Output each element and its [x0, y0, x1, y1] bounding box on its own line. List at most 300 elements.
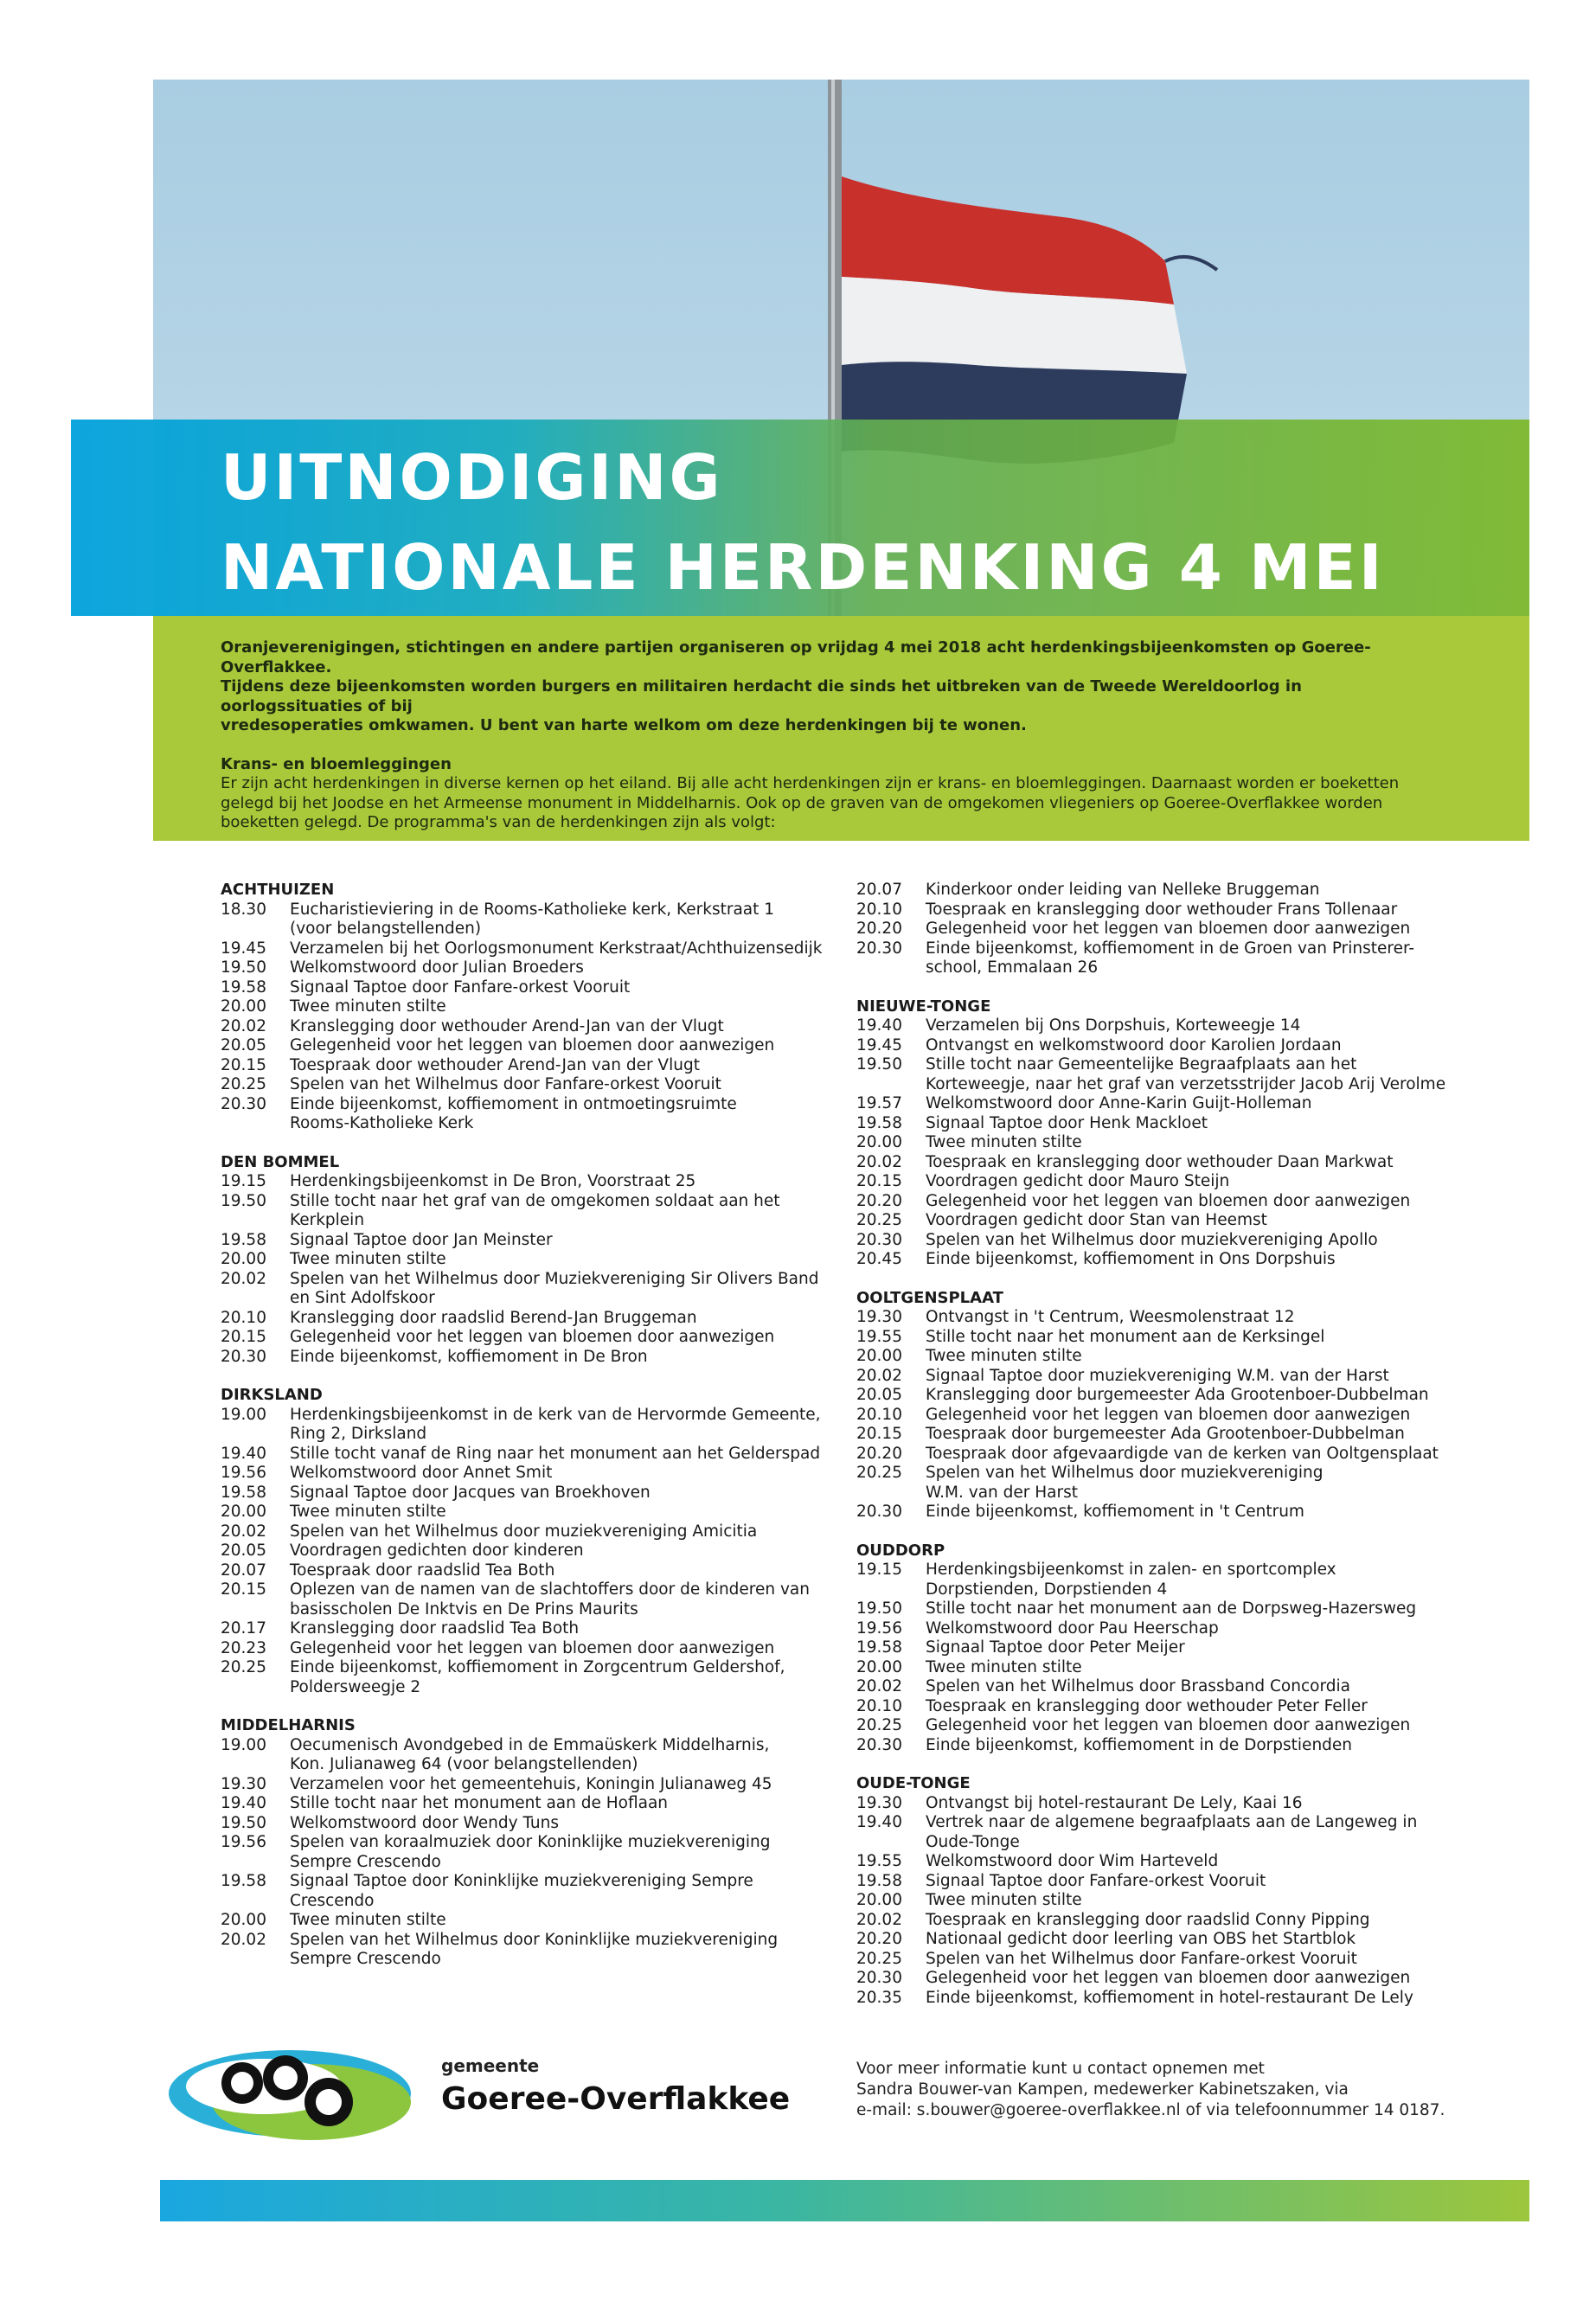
program-time: 20.30: [856, 1735, 902, 1754]
program-activity: Welkomstwoord door Wendy Tuns: [290, 1813, 560, 1832]
intro-line: vredesoperaties omkwamen. U bent van harte welkom om deze herdenkingen bij te wonen.: [221, 716, 1027, 734]
program-row: [856, 1658, 1479, 1678]
program-time: 19.30: [856, 1793, 902, 1812]
program-activity: Spelen van het Wilhelmus door muziekvereniging Amicitia: [290, 1522, 758, 1541]
program-time: 20.02: [856, 1366, 902, 1385]
program-activity: Voordragen gedicht door Mauro Steijn: [926, 1172, 1230, 1190]
program-section: [221, 1716, 843, 1970]
program-time: 18.30: [221, 900, 266, 919]
program-row: [221, 1289, 843, 1309]
program-time: 20.20: [856, 1930, 902, 1948]
program-activity: en Sint Adolfskoor: [290, 1289, 435, 1307]
program-activity: Spelen van het Wilhelmus door Fanfare-orkest Vooruit: [290, 1075, 721, 1093]
program-row: [856, 1425, 1479, 1445]
program-row: [221, 1853, 843, 1873]
program-section: [856, 1289, 1479, 1522]
program-row: [221, 1075, 843, 1095]
program-activity: Kranslegging door burgemeester Ada Grootenboer-Dubbelman: [926, 1386, 1429, 1404]
program-activity: Signaal Taptoe door Fanfare-orkest Vooruit: [290, 977, 631, 997]
program-row: [221, 1484, 843, 1503]
program-activity: Spelen van het Wilhelmus door Brassband Concordia: [926, 1677, 1350, 1695]
intro-line: gelegd bij het Joodse en het Armeense monument in Middelharnis. Ook op de graven van de omgekomen vliegeniers op Goeree-Overflakkee worden: [221, 793, 1383, 812]
program-time: [221, 1289, 290, 1309]
program-activity: Stille tocht naar het monument aan de Kerksingel: [926, 1327, 1325, 1346]
intro-line: Tijdens deze bijeenkomsten worden burgers en militairen herdacht die sinds het uitbreken van de Tweede Wereldoorlog in oorlogssituaties of bij: [221, 677, 1302, 715]
program-activity: Oplezen van de namen van de slachtoffers door de kinderen van: [290, 1580, 810, 1599]
program-row: [856, 1580, 1479, 1600]
program-activity: Kon. Julianaweg 64 (voor belangstellenden): [290, 1755, 638, 1773]
program-row: [856, 1619, 1479, 1639]
program-activity: Welkomstwoord door Anne-Karin Guijt-Holleman: [926, 1094, 1312, 1112]
program-row: [856, 1599, 1479, 1619]
program-row: [221, 1755, 843, 1775]
program-activity: Toespraak door wethouder Arend-Jan van der Vlugt: [290, 1055, 700, 1074]
program-activity: Spelen van het Wilhelmus door Koninklijke muziekvereniging: [290, 1930, 779, 1949]
program-row: [856, 1231, 1479, 1251]
program-time: 19.40: [221, 1444, 266, 1463]
contact-line: Sandra Bouwer-van Kampen, medewerker Kabinetszaken, via: [856, 2080, 1349, 2099]
program-time: 20.02: [221, 1930, 266, 1949]
brand-name: Goeree-Overflakkee: [441, 2081, 791, 2117]
program-time: 20.02: [221, 1269, 266, 1288]
program-row: [221, 1192, 843, 1212]
program-row: [856, 1989, 1479, 2009]
section-title: MIDDELHARNIS: [221, 1716, 356, 1734]
program-time: 19.56: [221, 1464, 266, 1482]
program-row: [221, 1114, 843, 1134]
program-row: [856, 1736, 1479, 1756]
program-time: [221, 1114, 290, 1134]
contact-line: e-mail: s.bouwer@goeree-overflakkee.nl of via telefoonnummer 14 0187.: [856, 2101, 1445, 2119]
program-time: 20.02: [856, 1152, 902, 1171]
program-row: [221, 1036, 843, 1056]
program-activity: Signaal Taptoe door Jacques van Broekhoven: [290, 1483, 651, 1502]
program-activity: Signaal Taptoe door Peter Meijer: [926, 1638, 1185, 1657]
program-time: [221, 1211, 290, 1231]
program-time: [221, 1425, 290, 1445]
program-activity: Einde bijeenkomst, koffiemoment in hotel-restaurant De Lely: [926, 1988, 1413, 2007]
intro-line: Oranjeverenigingen, stichtingen en andere partijen organiseren op vrijdag 4 mei 2018 acht herdenkingsbijeenkomsten op Goeree-Overflakkee.: [221, 638, 1371, 676]
program-row: [856, 1950, 1479, 1970]
program-activity: Signaal Taptoe door Jan Meinster: [290, 1230, 553, 1249]
program-row: [856, 1133, 1479, 1153]
program-activity: Stille tocht naar het graf van de omgekomen soldaat aan het: [290, 1191, 780, 1210]
program-row: [221, 1580, 843, 1600]
program-time: [856, 958, 926, 978]
program-time: 19.58: [856, 1871, 902, 1890]
program-activity: Einde bijeenkomst, koffiemoment in De Bron: [290, 1347, 648, 1366]
program-activity: Signaal Taptoe door Koninklijke muziekvereniging Sempre: [290, 1872, 753, 1890]
program-row: [221, 920, 843, 939]
program-row: [221, 1211, 843, 1231]
program-activity: Toespraak door afgevaardigde van de kerken van Ooltgensplaat: [926, 1444, 1439, 1463]
program-time: 19.45: [221, 939, 266, 958]
program-row: [856, 1016, 1479, 1036]
program-activity: Welkomstwoord door Wim Harteveld: [926, 1852, 1219, 1870]
program-time: [221, 1950, 290, 1970]
program-time: 20.07: [856, 881, 902, 899]
program-row: [856, 1172, 1479, 1192]
program-time: 20.25: [221, 1075, 266, 1093]
program-activity: Gelegenheid voor het leggen van bloemen door aanwezigen: [926, 1969, 1411, 1987]
program-row: [221, 1172, 843, 1192]
municipality-brand: [441, 2055, 790, 2117]
page-title: [221, 433, 1518, 612]
program-time: 20.25: [856, 1464, 902, 1482]
program-row: [856, 1852, 1479, 1872]
program-row: [221, 1833, 843, 1853]
program-activity: basisscholen De Inktvis en De Prins Maurits: [290, 1599, 638, 1618]
program-row: [221, 1911, 843, 1931]
program-row: [221, 1541, 843, 1561]
program-row: [856, 1075, 1479, 1095]
program-activity: Korteweegje, naar het graf van verzetsstrijder Jacob Arij Verolme: [926, 1074, 1446, 1093]
program-row: [221, 1892, 843, 1912]
program-activity: Twee minuten stilte: [290, 1250, 446, 1268]
program-row: [856, 1891, 1479, 1911]
program-row: [856, 1697, 1479, 1717]
program-activity: Einde bijeenkomst, koffiemoment in 't Centrum: [926, 1503, 1304, 1521]
program-time: 19.56: [221, 1833, 266, 1851]
program-time: 20.25: [856, 1211, 902, 1229]
program-time: 20.25: [856, 1716, 902, 1734]
program-activity: Twee minuten stilte: [926, 1133, 1082, 1151]
program-activity: Signaal Taptoe door Henk Mackloet: [926, 1113, 1208, 1132]
program-activity: Vertrek naar de algemene begraafplaats aan de Langeweg in: [926, 1813, 1418, 1831]
program-time: 19.55: [856, 1327, 902, 1346]
program-row: [221, 901, 843, 920]
program-activity: Kranslegging door raadslid Berend-Jan Bruggeman: [290, 1308, 697, 1327]
program-activity: Toespraak en kranslegging door wethouder Peter Feller: [926, 1696, 1368, 1715]
program-activity: Ontvangst in 't Centrum, Weesmolenstraat 12: [926, 1308, 1295, 1326]
program-time: 20.15: [221, 1055, 266, 1074]
program-row: [221, 1522, 843, 1542]
program-time: 19.50: [221, 1813, 266, 1832]
program-row: [856, 1445, 1479, 1465]
program-activity: Herdenkingsbijeenkomst in De Bron, Voorstraat 25: [290, 1172, 696, 1190]
section-title: OUDE-TONGE: [856, 1774, 971, 1792]
program-row: [856, 1794, 1479, 1814]
program-time: 20.20: [856, 1191, 902, 1210]
program-activity: Toespraak en kranslegging door raadslid Conny Pipping: [926, 1910, 1370, 1929]
program-row: [856, 1677, 1479, 1697]
program-row: [221, 1095, 843, 1115]
program-row: [221, 1425, 843, 1445]
program-time: 20.15: [221, 1328, 266, 1346]
program-time: 20.30: [856, 1230, 902, 1249]
program-row: [221, 978, 843, 998]
program-time: 20.10: [856, 1405, 902, 1424]
program-activity: Einde bijeenkomst, koffiemoment in de Dorpstienden: [926, 1735, 1353, 1754]
program-section: [221, 1386, 843, 1697]
program-time: 19.50: [221, 958, 266, 977]
program-row: [221, 1600, 843, 1620]
program-time: [221, 920, 290, 939]
program-activity: Toespraak door burgemeester Ada Grootenboer-Dubbelman: [926, 1425, 1405, 1443]
program-time: 20.15: [856, 1425, 902, 1443]
program-row: [856, 1638, 1479, 1658]
program-time: 20.00: [221, 1911, 266, 1929]
program-time: 20.30: [856, 939, 902, 958]
program-activity: Verzamelen bij Ons Dorpshuis, Korteweegje 14: [926, 1016, 1301, 1035]
program-time: 20.02: [856, 1910, 902, 1929]
program-time: 19.45: [856, 1035, 902, 1054]
program-row: [221, 1503, 843, 1522]
program-time: 20.00: [221, 1250, 266, 1268]
program-time: 20.45: [856, 1250, 902, 1268]
program-row: [856, 1930, 1479, 1950]
program-activity: Voordragen gedicht door Stan van Heemst: [926, 1211, 1267, 1229]
program-row: [856, 881, 1479, 901]
section-title: OOLTGENSPLAAT: [856, 1288, 1003, 1307]
program-row: [856, 1969, 1479, 1989]
program-activity: Spelen van het Wilhelmus door Muziekvereniging Sir Olivers Band: [290, 1269, 819, 1288]
program-time: 20.15: [221, 1580, 266, 1599]
program-activity: Kinderkoor onder leiding van Nelleke Bruggeman: [926, 881, 1320, 899]
program-activity: Spelen van koraalmuziek door Koninklijke muziekvereniging: [290, 1833, 771, 1851]
program-time: 19.56: [856, 1618, 902, 1638]
program-activity: Sempre Crescendo: [290, 1950, 441, 1968]
program-row: [856, 1308, 1479, 1328]
program-row: [856, 1114, 1479, 1134]
program-time: [856, 1833, 926, 1853]
program-row: [221, 1736, 843, 1756]
program-time: 19.40: [856, 1016, 902, 1035]
program-time: 20.02: [856, 1677, 902, 1695]
program-row: [856, 901, 1479, 920]
intro-text: [221, 638, 1449, 833]
program-time: 19.58: [221, 1230, 266, 1249]
program-activity: Kranslegging door wethouder Arend-Jan van der Vlugt: [290, 1016, 724, 1035]
program-activity: Welkomstwoord door Pau Heerschap: [926, 1618, 1219, 1638]
program-activity: Einde bijeenkomst, koffiemoment in Ons Dorpshuis: [926, 1250, 1336, 1268]
program-activity: W.M. van der Harst: [926, 1483, 1079, 1502]
bottom-gradient-bar: [160, 2180, 1529, 2221]
program-activity: Kranslegging door raadslid Tea Both: [290, 1619, 580, 1638]
program-time: 20.02: [221, 1016, 266, 1035]
program-time: 19.15: [856, 1561, 902, 1579]
intro-line: boeketten gelegd. De programma's van de herdenkingen zijn als volgt:: [221, 813, 776, 831]
program-row: [856, 920, 1479, 939]
program-time: 19.40: [856, 1813, 902, 1831]
program-time: 19.58: [221, 1872, 266, 1890]
program-row: [856, 1328, 1479, 1348]
program-section: [856, 997, 1479, 1270]
program-row: [856, 1503, 1479, 1522]
program-time: 20.20: [856, 920, 902, 938]
program-activity: Sempre Crescendo: [290, 1852, 441, 1871]
section-title: NIEUWE-TONGE: [856, 997, 991, 1016]
contact-info: [856, 2059, 1445, 2121]
program-time: 20.05: [221, 1541, 266, 1560]
program-time: 20.02: [221, 1522, 266, 1541]
program-activity: Twee minuten stilte: [290, 1911, 446, 1929]
goeree-overflakkee-logo: [160, 2033, 420, 2144]
section-title: ACHTHUIZEN: [221, 881, 335, 899]
program-time: 19.58: [856, 1638, 902, 1657]
program-time: 20.05: [856, 1386, 902, 1404]
program-time: 19.40: [221, 1794, 266, 1812]
program-time: 19.58: [221, 1483, 266, 1502]
program-row: [856, 1406, 1479, 1426]
program-time: 19.57: [856, 1094, 902, 1112]
program-time: 20.00: [856, 1891, 902, 1909]
program-time: 20.10: [856, 1696, 902, 1715]
program-row: [221, 1309, 843, 1329]
program-row: [856, 1055, 1479, 1075]
program-activity: Verzamelen voor het gemeentehuis, Koningin Julianaweg 45: [290, 1774, 772, 1793]
program-time: 19.00: [221, 1405, 266, 1424]
program-activity: Einde bijeenkomst, koffiemoment in ontmoetingsruimte: [290, 1094, 737, 1113]
program-time: 19.30: [856, 1308, 902, 1326]
program-time: 20.07: [221, 1561, 266, 1580]
program-activity: Spelen van het Wilhelmus door Fanfare-orkest Vooruit: [926, 1949, 1357, 1968]
program-activity: Gelegenheid voor het leggen van bloemen door aanwezigen: [926, 1191, 1411, 1210]
program-row: [856, 1561, 1479, 1580]
program-row: [221, 997, 843, 1017]
program-time: [856, 1075, 926, 1095]
program-row: [221, 939, 843, 959]
program-activity: (voor belangstellenden): [290, 920, 482, 938]
section-title: OUDDORP: [856, 1541, 945, 1560]
program-activity: Gelegenheid voor het leggen van bloemen door aanwezigen: [290, 1328, 775, 1346]
program-activity: Dorpstienden, Dorpstienden 4: [926, 1580, 1168, 1599]
title-line-2: NATIONALE HERDENKING 4 MEI: [221, 531, 1385, 604]
program-activity: Twee minuten stilte: [290, 1503, 446, 1521]
program-activity: Twee minuten stilte: [926, 1891, 1082, 1909]
program-row: [221, 1017, 843, 1037]
program-time: [221, 1755, 290, 1775]
program-activity: Ontvangst bij hotel-restaurant De Lely, Kaai 16: [926, 1793, 1303, 1812]
program-row: [856, 1872, 1479, 1892]
program-activity: Einde bijeenkomst, koffiemoment in de Groen van Prinsterer-: [926, 939, 1415, 958]
program-activity: Stille tocht naar Gemeentelijke Begraafplaats aan het: [926, 1055, 1357, 1074]
program-row: [856, 1192, 1479, 1212]
program-row: [221, 1639, 843, 1659]
program-row: [856, 1464, 1479, 1484]
program-row: [856, 1484, 1479, 1503]
program-time: 20.17: [221, 1619, 266, 1638]
program-time: 20.30: [221, 1347, 266, 1366]
program-time: 19.30: [221, 1774, 266, 1793]
program-activity: Herdenkingsbijeenkomst in zalen- en sportcomplex: [926, 1561, 1336, 1579]
program-column-right: [856, 881, 1479, 2027]
program-activity: Gelegenheid voor het leggen van bloemen door aanwezigen: [926, 1716, 1411, 1734]
program-section: [856, 1774, 1479, 2008]
program-time: 20.23: [221, 1638, 266, 1657]
program-activity: Welkomstwoord door Annet Smit: [290, 1464, 553, 1482]
program-activity: Gelegenheid voor het leggen van bloemen door aanwezigen: [926, 920, 1411, 938]
program-section: [856, 1541, 1479, 1756]
program-activity: Twee minuten stilte: [926, 1657, 1082, 1676]
intro-subheading: Krans- en bloemleggingen: [221, 754, 452, 773]
program-activity: school, Emmalaan 26: [926, 958, 1099, 977]
program-time: [856, 1484, 926, 1503]
program-activity: Spelen van het Wilhelmus door muziekvereniging Apollo: [926, 1230, 1378, 1249]
program-activity: Gelegenheid voor het leggen van bloemen door aanwezigen: [290, 1638, 775, 1657]
program-row: [221, 1950, 843, 1970]
program-row: [221, 1814, 843, 1834]
program-time: 20.20: [856, 1444, 902, 1463]
program-time: 20.10: [856, 900, 902, 919]
program-section: [221, 1153, 843, 1368]
program-activity: Signaal Taptoe door Fanfare-orkest Vooruit: [926, 1871, 1266, 1890]
program-activity: Gelegenheid voor het leggen van bloemen door aanwezigen: [290, 1036, 775, 1054]
program-activity: Poldersweegje 2: [290, 1677, 421, 1696]
program-time: [221, 1892, 290, 1912]
program-column-left: [221, 881, 843, 1989]
program-row: [221, 1328, 843, 1348]
program-time: 20.25: [221, 1658, 266, 1676]
program-time: 19.50: [856, 1055, 902, 1074]
program-row: [221, 1794, 843, 1814]
program-time: 20.00: [856, 1347, 902, 1365]
program-row: [221, 1561, 843, 1581]
program-activity: Toespraak door raadslid Tea Both: [290, 1561, 555, 1580]
program-activity: Oude-Tonge: [926, 1832, 1020, 1851]
program-time: 20.00: [856, 1657, 902, 1676]
title-line-1: UITNODIGING: [221, 441, 723, 514]
program-activity: Crescendo: [290, 1891, 375, 1910]
program-activity: Stille tocht naar het monument aan de Hoflaan: [290, 1794, 669, 1812]
program-time: 20.25: [856, 1949, 902, 1968]
program-time: 20.30: [221, 1094, 266, 1113]
program-row: [856, 939, 1479, 959]
program-activity: Stille tocht vanaf de Ring naar het monument aan het Gelderspad: [290, 1444, 821, 1463]
program-time: 20.15: [856, 1172, 902, 1190]
program-time: 20.10: [221, 1308, 266, 1327]
program-row: [856, 1211, 1479, 1231]
program-row: [856, 1094, 1479, 1114]
program-row: [221, 1464, 843, 1484]
program-time: [221, 1853, 290, 1873]
program-time: 20.30: [856, 1503, 902, 1521]
program-time: 19.55: [856, 1852, 902, 1870]
program-activity: Stille tocht naar het monument aan de Dorpsweg-Hazersweg: [926, 1599, 1417, 1618]
section-title: DEN BOMMEL: [221, 1152, 340, 1171]
program-time: 20.05: [221, 1036, 266, 1054]
program-time: [221, 1678, 290, 1698]
program-activity: Ontvangst en welkomstwoord door Karolien Jordaan: [926, 1035, 1342, 1054]
program-time: 19.00: [221, 1735, 266, 1754]
program-row: [856, 1347, 1479, 1367]
program-activity: Signaal Taptoe door muziekvereniging W.M. van der Harst: [926, 1366, 1389, 1385]
program-row: [221, 1231, 843, 1251]
program-time: [856, 1580, 926, 1600]
program-time: 20.30: [856, 1969, 902, 1987]
program-row: [856, 1153, 1479, 1173]
program-activity: Welkomstwoord door Julian Broeders: [290, 958, 584, 977]
program-row: [221, 1872, 843, 1892]
program-row: [856, 1250, 1479, 1270]
program-activity: Toespraak en kranslegging door wethouder Daan Markwat: [926, 1152, 1394, 1171]
program-time: 20.35: [856, 1988, 902, 2007]
program-activity: Herdenkingsbijeenkomst in de kerk van de Hervormde Gemeente,: [290, 1405, 821, 1424]
program-row: [221, 1931, 843, 1951]
program-row: [221, 1250, 843, 1270]
program-activity: Twee minuten stilte: [926, 1347, 1082, 1365]
program-row: [856, 1716, 1479, 1736]
brand-small: gemeente: [441, 2055, 540, 2076]
program-activity: Voordragen gedichten door kinderen: [290, 1541, 584, 1560]
program-activity: Rooms-Katholieke Kerk: [290, 1114, 474, 1132]
program-time: 20.00: [221, 997, 266, 1016]
program-time: 19.15: [221, 1172, 266, 1190]
program-row: [221, 1348, 843, 1368]
program-row: [221, 1678, 843, 1698]
program-row: [221, 1619, 843, 1639]
program-row: [221, 1445, 843, 1465]
